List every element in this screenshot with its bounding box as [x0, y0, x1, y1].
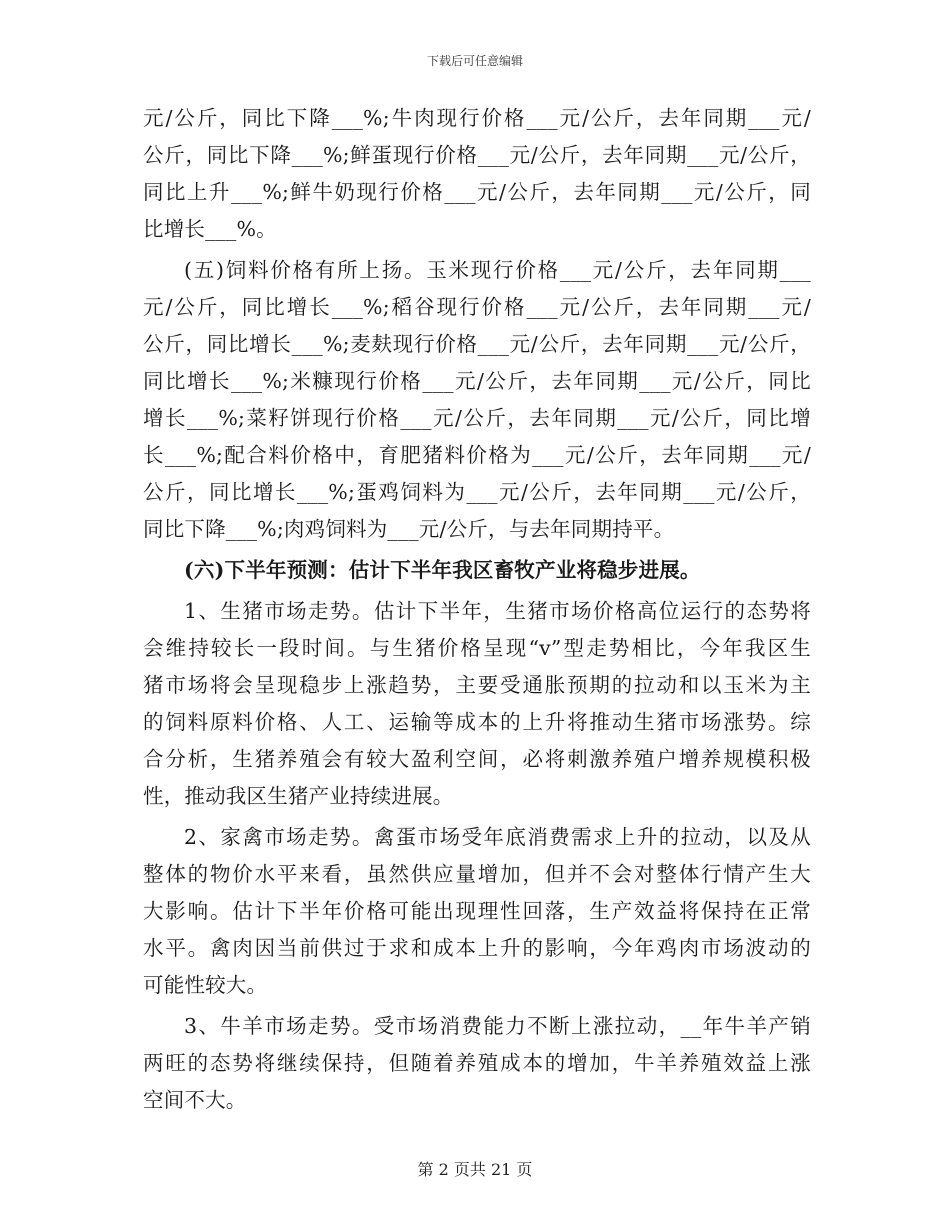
text-line: 空间不大。	[143, 1088, 247, 1112]
text-line: 元/公斤，同比增长___%;稻谷现行价格___元/公斤，去年同期___元/	[143, 295, 811, 319]
text-line: (五)饲料价格有所上扬。玉米现行价格___元/公斤，去年同期___	[184, 258, 811, 282]
text-line: 会维持较长一段时间。与生猪价格呈现“v”型走势相比，今年我区生	[143, 636, 811, 660]
text-line: 公斤，同比增长___%;蛋鸡饲料为___元/公斤，去年同期___元/公斤，	[143, 480, 811, 504]
text-line: 猪市场将会呈现稳步上涨趋势，主要受通胀预期的拉动和以玉米为主	[143, 673, 811, 697]
text-line: 性，推动我区生猪产业持续进展。	[143, 784, 454, 808]
text-line: 整体的物价水平来看，虽然供应量增加，但并不会对整体行情产生大	[143, 862, 811, 886]
text-line: 同比增长___%;米糠现行价格___元/公斤，去年同期___元/公斤，同比	[143, 369, 811, 393]
text-line: 比增长___%。	[143, 217, 277, 241]
text-line: 大影响。估计下半年价格可能出现理性回落，生产效益将保持在正常	[143, 899, 811, 923]
text-line: 3、牛羊市场走势。受市场消费能力不断上涨拉动，__年牛羊产销	[184, 1014, 811, 1038]
text-line: 的饲料原料价格、人工、运输等成本的上升将推动生猪市场涨势。综	[143, 710, 811, 734]
section-heading-line: (六)下半年预测：估计下半年我区畜牧产业将稳步进展。	[184, 558, 701, 582]
text-line: 公斤，同比增长___%;麦麸现行价格___元/公斤，去年同期___元/公斤，	[143, 332, 811, 356]
page-footer: 第 2 页共 21 页	[417, 1160, 533, 1179]
page-header: 下载后可任意编辑	[426, 54, 523, 68]
text-line: 增长___%;菜籽饼现行价格___元/公斤，去年同期___元/公斤，同比增	[143, 406, 811, 430]
text-line: 元/公斤，同比下降___%;牛肉现行价格___元/公斤，去年同期___元/	[143, 106, 811, 130]
text-line: 公斤，同比下降___%;鲜蛋现行价格___元/公斤，去年同期___元/公斤，	[143, 143, 811, 167]
text-line: 长___%;配合料价格中，育肥猪料价格为___元/公斤，去年同期___元/	[143, 443, 811, 467]
document-body	[143, 100, 811, 1119]
text-line: 1、生猪市场走势。估计下半年，生猪市场价格高位运行的态势将	[184, 599, 811, 623]
text-line: 2、家禽市场走势。禽蛋市场受年底消费需求上升的拉动，以及从	[184, 825, 811, 849]
text-line: 水平。禽肉因当前供过于求和成本上升的影响，今年鸡肉市场波动的	[143, 936, 811, 960]
text-line: 同比上升___%;鲜牛奶现行价格___元/公斤，去年同期___元/公斤，同	[143, 180, 811, 204]
text-line: 两旺的态势将继续保持，但随着养殖成本的增加，牛羊养殖效益上涨	[143, 1051, 811, 1075]
text-line: 同比下降___%;肉鸡饲料为___元/公斤，与去年同期持平。	[143, 517, 675, 541]
text-line: 可能性较大。	[143, 973, 268, 997]
text-line: 合分析，生猪养殖会有较大盈利空间，必将刺激养殖户增养规模积极	[143, 747, 811, 771]
